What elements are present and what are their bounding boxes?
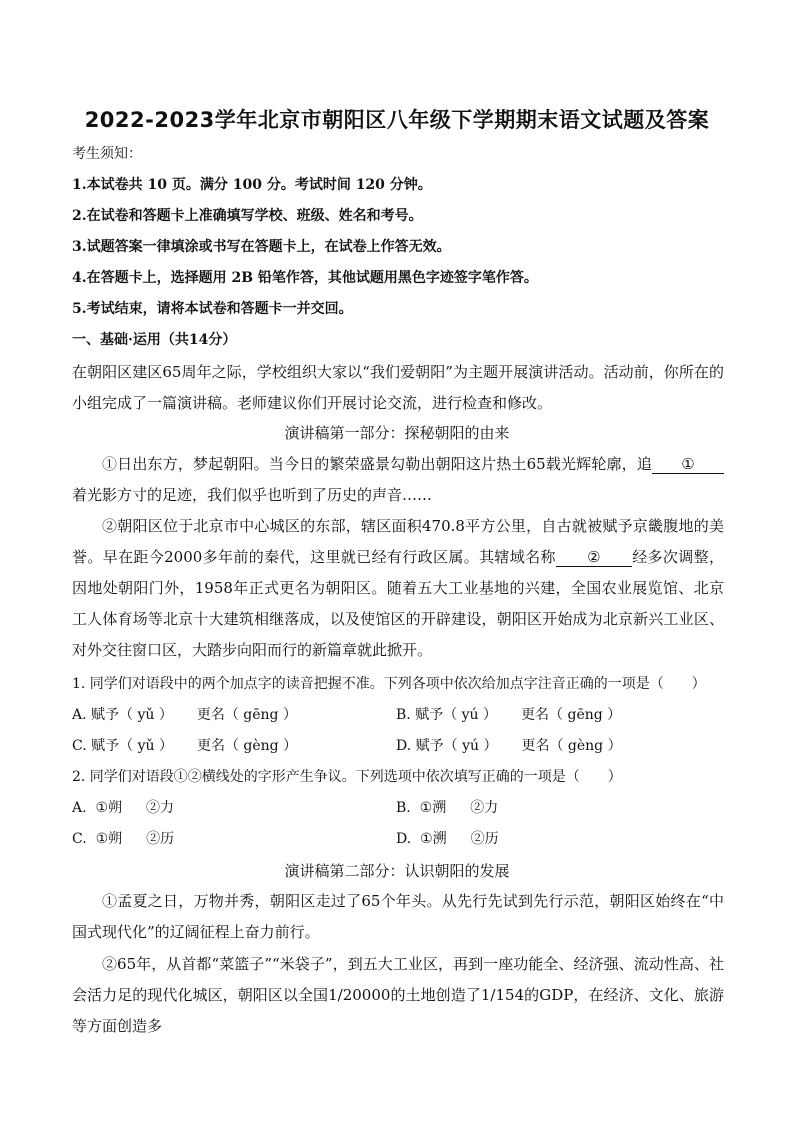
notice-item: 2.在试卷和答题卡上准确填写学校、班级、姓名和考号。 bbox=[72, 208, 423, 224]
notice-heading: 考生须知： bbox=[72, 146, 142, 162]
page-title: 2022-2023学年北京市朝阳区八年级下学期期末语文试题及答案 bbox=[84, 108, 710, 132]
part2-title: 演讲稿第二部分：认识朝阳的发展 bbox=[284, 862, 510, 880]
paragraph-2-before: ②朝阳区位于北京市中心城区的东部，辖区面积470.8平方公里，自古就被赋予京畿腹地的美誉。早在距今2000多年前的秦代，这里就已经有行政区属。其辖域名称 bbox=[72, 517, 724, 566]
fill-blank-2: ② bbox=[556, 548, 632, 567]
notice-item: 1.本试卷共 10 页。满分 100 分。考试时间 120 分钟。 bbox=[72, 177, 432, 193]
notice-item: 3.试题答案一律填涂或书写在答题卡上，在试卷上作答无效。 bbox=[72, 239, 451, 255]
paragraph-1-before: ①日出东方，梦起朝阳。当今日的繁荣盛景勾勒出朝阳这片热土65载光辉轮廓，追 bbox=[102, 455, 652, 473]
q1-option-b[interactable]: B. 赋予（ yú ） 更名（ gēng ） bbox=[396, 707, 622, 723]
question-1-stem: 1. 同学们对语段中的两个加点字的读音把握不准。下列各项中依次给加点字注音正确的一项是（ ） bbox=[72, 676, 706, 692]
q1-option-c[interactable]: C. 赋予（ yǔ ） 更名（ gèng ） bbox=[72, 738, 298, 754]
intro-paragraph: 在朝阳区建区65周年之际，学校组织大家以“我们爱朝阳”为主题开展演讲活动。活动前，你所在的小组完成了一篇演讲稿。老师建议你们开展讨论交流，进行检查和修改。 bbox=[72, 363, 724, 412]
paragraph-4: ②65年，从首都“菜篮子”“米袋子”，到五大工业区，再到一座功能全、经济强、流动性高、社会活力足的现代化城区，朝阳区以全国1/20000的土地创造了1/154的GDP，在经济、文化、旅游等方面创造多 bbox=[72, 955, 724, 1035]
q2-option-d[interactable]: D. ①溯 ②历 bbox=[396, 831, 499, 847]
paragraph-3: ①孟夏之日，万物并秀，朝阳区走过了65个年头。从先行先试到先行示范，朝阳区始终在“中国式现代化”的辽阔征程上奋力前行。 bbox=[72, 892, 724, 941]
q2-option-a[interactable]: A. ①朔 ②力 bbox=[72, 800, 175, 816]
part1-title: 演讲稿第一部分：探秘朝阳的由来 bbox=[284, 424, 510, 442]
q1-option-d[interactable]: D. 赋予（ yú ） 更名（ gèng ） bbox=[396, 738, 622, 754]
paragraph-2 bbox=[72, 511, 724, 666]
paragraph-1 bbox=[72, 449, 724, 511]
section-heading: 一、基础·运用（共14分） bbox=[72, 332, 237, 348]
q2-option-b[interactable]: B. ①溯 ②力 bbox=[396, 800, 499, 816]
q1-option-a[interactable]: A. 赋予（ yǔ ） 更名（ gēng ） bbox=[72, 707, 297, 723]
paragraph-1-after: 着光影方寸的足迹，我们似乎也听到了历史的声音…… bbox=[72, 486, 433, 504]
q2-option-c[interactable]: C. ①朔 ②历 bbox=[72, 831, 175, 847]
notice-item: 5.考试结束，请将本试卷和答题卡一并交回。 bbox=[72, 301, 353, 317]
question-2-stem: 2. 同学们对语段①②横线处的字形产生争议。下列选项中依次填写正确的一项是（ ） bbox=[72, 769, 622, 785]
paragraph-2-after: 经多次调整，因地处朝阳门外，1958年正式更名为朝阳区。随着五大工业基地的兴建，全国农业展览馆、北京工人体育场等北京十大建筑相继落成，以及使馆区的开辟建设，朝阳区开始成为北京新兴工业区、对外交往窗口区，大踏步向阳而行的新篇章就此掀开。 bbox=[72, 548, 724, 659]
notice-item: 4.在答题卡上，选择题用 2B 铅笔作答，其他试题用黑色字迹签字笔作答。 bbox=[72, 270, 538, 286]
fill-blank-1: ① bbox=[652, 455, 724, 474]
